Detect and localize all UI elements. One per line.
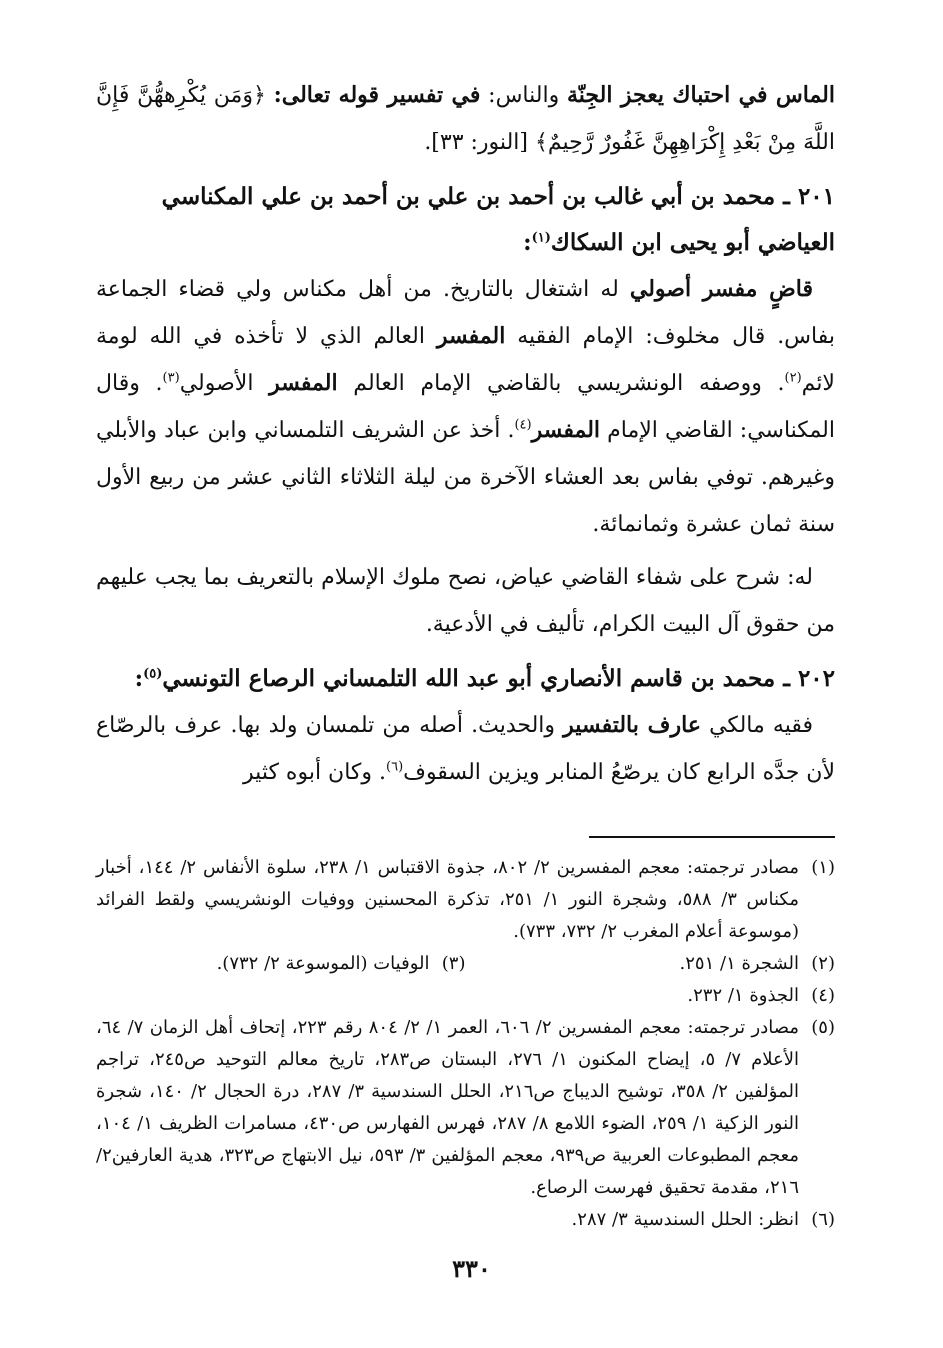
bio-text: له اشتغال بالتاريخ. من أهل مكناس ولي قضاء الجماعة بفاس. قال مخلوف: الإمام الفقيه (96, 277, 835, 349)
footnote-divider (589, 836, 835, 838)
footnote-number: (٣) (441, 953, 466, 974)
entry-201-title: ٢٠١ ـ محمد بن أبي غالب بن أحمد بن علي بن أحمد بن علي المكناسي العياضي أبو يحيى ابن السكاك (161, 183, 835, 256)
entry-201-works (96, 554, 835, 648)
bio-text: . وكان أبوه كثير (243, 760, 386, 785)
bio-text: فقيه مالكي (700, 713, 813, 738)
heading-colon: : (523, 229, 532, 256)
footnote-text: مصادر ترجمته: معجم المفسرين ٢/ ٨٠٢، جذوة الاقتباس ١/ ٢٣٨، سلوة الأنفاس ٢/ ١٤٤، أخبار مكناس ٣/ ٥٨٨، وشجرة النور ١/ ٢٥١، تذكرة المحسنين ووفيات الونشريسي ولقط الفرائد (موسوعة أعلام المغرب ٢/ ٧٣٢، ٧٣٣). (96, 857, 800, 942)
page-number: ٣٣٠ (452, 1254, 491, 1283)
intro-paragraph (96, 72, 835, 166)
quran-verse: ﴿وَمَن يُكْرِههُّنَّ فَإِنَّ اللَّهَ مِنْ بَعْدِ إِكْرَاهِهِنَّ غَفُورٌ رَّحِيمٌ﴾ (96, 83, 835, 155)
footnote-2 (466, 948, 836, 980)
footnote-number: (١) (811, 857, 835, 878)
heading-colon: : (134, 665, 144, 692)
bio-text: . وقال المكناسي: القاضي الإمام (96, 371, 835, 443)
bold-text: المفسر (531, 417, 601, 443)
bold-text: المفسر (436, 323, 506, 349)
bio-text: . ووصفه الونشريسي بالقاضي الإمام العالم (337, 371, 785, 396)
footnote-number: (٢) (811, 953, 835, 974)
footnote-text: انظر: الحلل السندسية ٣/ ٢٨٧. (571, 1209, 799, 1230)
entry-202-heading (96, 656, 835, 702)
book-title: الماس في احتباك يعجز الجِنّة (566, 82, 835, 108)
footnote-3 (96, 948, 466, 980)
footnote-number: (٥) (811, 1017, 835, 1038)
bio-text: . أخذ عن الشريف التلمساني وابن عباد والأبلي وغيرهم. توفي بفاس بعد العشاء الآخرة من ليلة الثلاثاء الثاني عشر من ربيع الأول سنة ثمان عشرة وثمانمائة. (96, 418, 835, 537)
footnote-number: (٦) (811, 1209, 835, 1230)
footnote-ref-1[interactable]: (١) (531, 230, 551, 246)
bio-text: والحديث. أصله من تلمسان ولد بها. عرف بالرصّاع لأن جدَّه الرابع كان يرصّعُ المنابر ويزين السقوف (96, 713, 835, 785)
entry-202-bio (96, 702, 835, 796)
footnote-5 (96, 1012, 835, 1204)
footnotes (96, 852, 835, 1236)
entry-202-title: ٢٠٢ ـ محمد بن قاسم الأنصاري أبو عبد الله التلمساني الرصاع التونسي (162, 665, 835, 692)
footnote-6 (96, 1204, 835, 1236)
footnote-text: الوفيات (الموسوعة ٢/ ٧٣٢). (216, 953, 430, 974)
footnote-text: الجذوة ١/ ٢٣٢. (687, 985, 799, 1006)
footnote-text: الشجرة ١/ ٢٥١. (679, 953, 799, 974)
footnote-number: (٤) (811, 985, 835, 1006)
intro-bold-text: في تفسير قوله تعالى: (273, 82, 481, 108)
bio-text: الأصولي (179, 371, 270, 396)
bold-text: عارف بالتفسير (563, 712, 701, 738)
footnote-text: مصادر ترجمته: معجم المفسرين ٢/ ٦٠٦، العمر ١/ ٢/ ٨٠٤ رقم ٢٢٣، إتحاف أهل الزمان ٧/ ٦٤، الأعلام ٧/ ٥، إيضاح المكنون ١/ ٢٧٦، البستان ص٢٨٣، تاريخ معالم التوحيد ص٢٤٥، تراجم المؤلفين ٢/ ٣٥٨، توشيح الديباج ص٢١٦، الحلل السندسية ٣/ ٢٨٧، درة الحجال ٢/ ١٤٠، شجرة النور الزكية ١/ ٢٥٩، الضوء اللامع ٨/ ٢٨٧، فهرس الفهارس ص٤٣٠، مسامرات الظريف ١/ ١٠٤، معجم المطبوعات العربية ص٩٣٩، معجم المؤلفين ٣/ ٥٩٣، نيل الابتهاج ص٣٢٣، هدية العارفين٢/ ٢١٦، مقدمة تحقيق فهرست الرصاع. (96, 1017, 800, 1198)
bold-text: قاضٍ مفسر أصولي (629, 276, 813, 302)
bold-text: المفسر (269, 370, 338, 396)
footnote-ref-3[interactable]: (٣) (162, 370, 180, 386)
works-text: له: شرح على شفاء القاضي عياض، نصح ملوك الإسلام بالتعريف بما يجب عليهم من حقوق آل البيت الكرام، تأليف في الأدعية. (96, 565, 835, 637)
intro-text: والناس: (480, 83, 567, 108)
entry-201-heading (96, 174, 835, 266)
footnote-4 (96, 980, 835, 1012)
entry-201-bio (96, 266, 835, 548)
footnote-ref-4[interactable]: (٤) (514, 417, 532, 433)
footnote-row-2-3 (96, 948, 835, 980)
bio-text: العالم الذي لا تأخذه في الله لومة لائم (96, 324, 835, 396)
verse-reference: [النور: ٣٣]. (424, 130, 535, 155)
footnote-ref-6[interactable]: (٦) (386, 759, 404, 775)
footnote-ref-2[interactable]: (٢) (784, 370, 802, 386)
footnote-ref-5[interactable]: (٥) (143, 666, 163, 682)
footnote-1 (96, 852, 835, 948)
